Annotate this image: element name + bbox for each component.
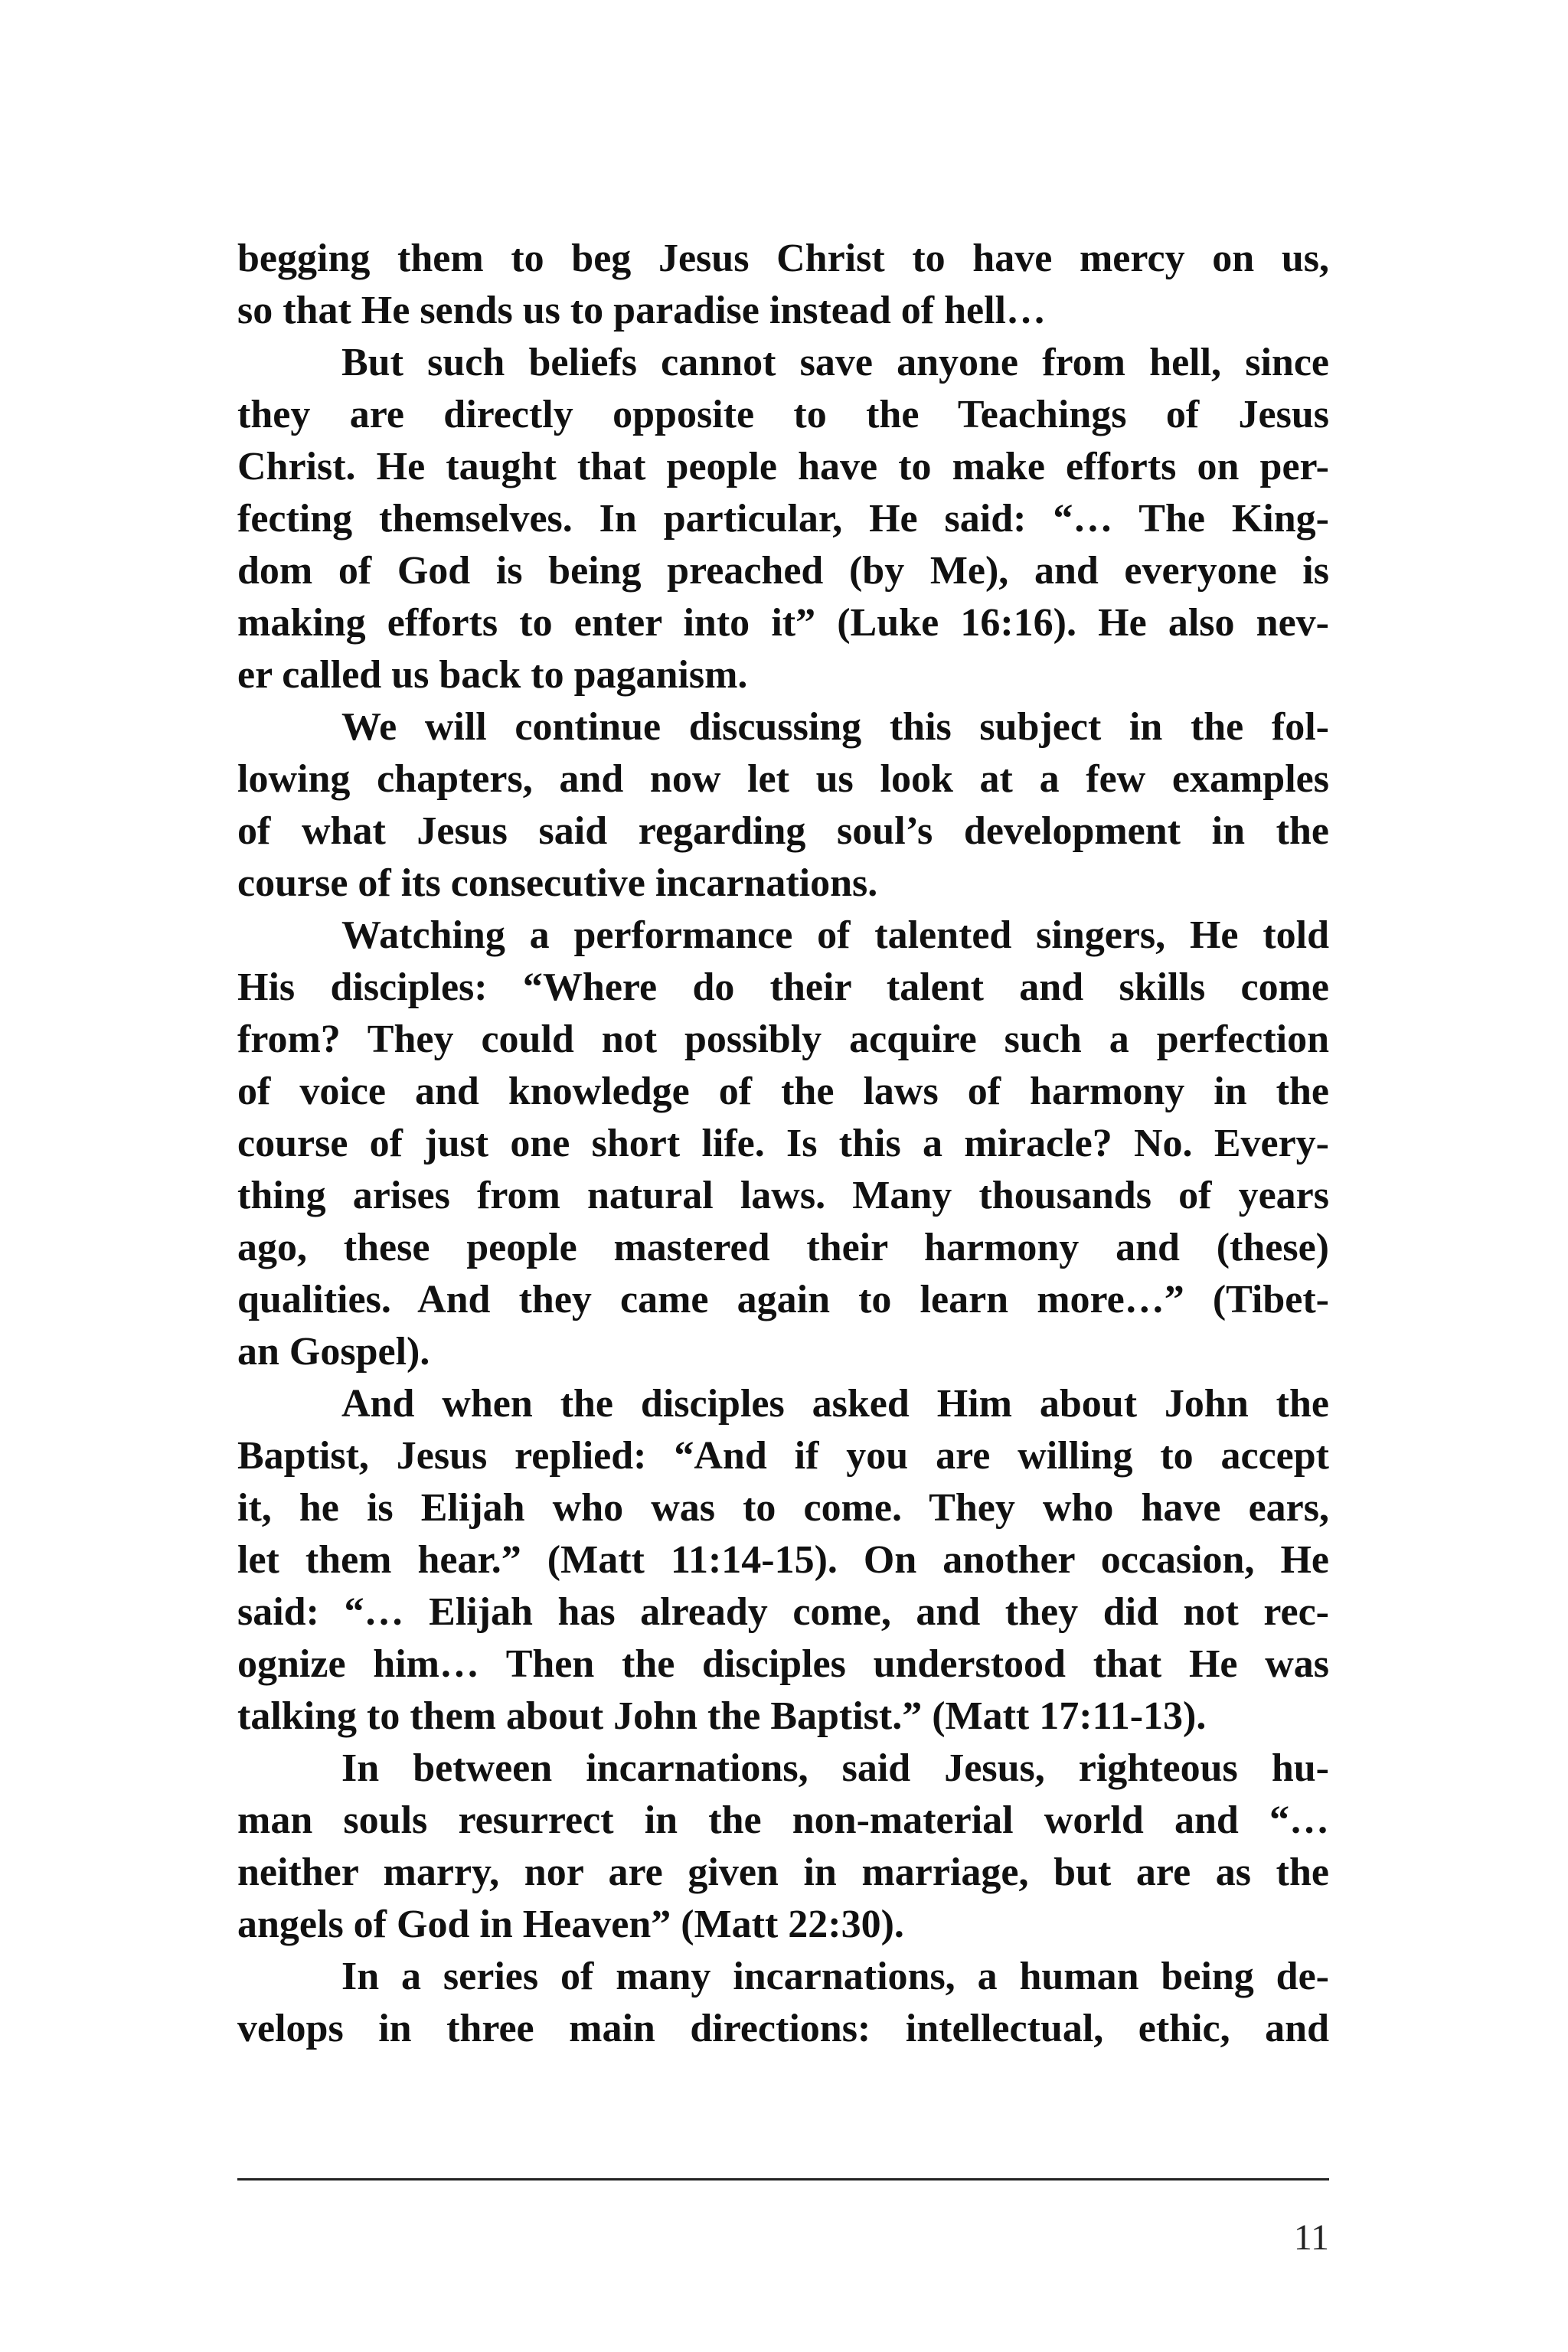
- text-line: We will continue discussing this subject in the fol-: [341, 705, 1329, 749]
- text-line: lowing chapters, and now let us look at a few examples: [237, 757, 1329, 801]
- text-line: ago, these people mastered their harmony and (these): [237, 1226, 1329, 1269]
- text-line: from? They could not possibly acquire such a perfection: [237, 1018, 1329, 1061]
- text-line: In between incarnations, said Jesus, righteous hu-: [341, 1746, 1329, 1790]
- text-line: qualities. And they came again to learn more…” (Tibet-: [237, 1278, 1329, 1321]
- text-line: fecting themselves. In particular, He said: “… The King-: [237, 497, 1329, 541]
- text-line: so that He sends us to paradise instead of hell…: [237, 289, 1046, 332]
- text-line: angels of God in Heaven” (Matt 22:30).: [237, 1903, 904, 1946]
- text-line: of what Jesus said regarding soul’s development in the: [237, 809, 1329, 853]
- footer-rule: [237, 2178, 1329, 2180]
- text-line: er called us back to paganism.: [237, 653, 748, 697]
- text-line: In a series of many incarnations, a human being de-: [341, 1955, 1329, 1998]
- text-line: they are directly opposite to the Teachings of Jesus: [237, 393, 1329, 436]
- text-line: said: “… Elijah has already come, and they did not rec-: [237, 1590, 1329, 1634]
- text-line: dom of God is being preached (by Me), and everyone is: [237, 549, 1329, 593]
- text-line: of voice and knowledge of the laws of harmony in the: [237, 1070, 1329, 1113]
- text-line: His disciples: “Where do their talent and skills come: [237, 965, 1329, 1009]
- text-line: making efforts to enter into it” (Luke 16:16). He also nev-: [237, 601, 1329, 645]
- text-line: neither marry, nor are given in marriage, but are as the: [237, 1851, 1329, 1894]
- text-line: Watching a performance of talented singers, He told: [341, 913, 1329, 957]
- text-line: it, he is Elijah who was to come. They who have ears,: [237, 1486, 1329, 1530]
- text-line: thing arises from natural laws. Many thousands of years: [237, 1174, 1329, 1217]
- text-line: talking to them about John the Baptist.” (Matt 17:11-13).: [237, 1694, 1207, 1738]
- text-line: man souls resurrect in the non-material world and “…: [237, 1798, 1329, 1842]
- text-line: velops in three main directions: intellectual, ethic, and: [237, 2007, 1329, 2050]
- text-line: an Gospel).: [237, 1330, 430, 1374]
- text-line: course of just one short life. Is this a miracle? No. Every-: [237, 1122, 1329, 1165]
- text-line: begging them to beg Jesus Christ to have mercy on us,: [237, 237, 1329, 280]
- text-line: course of its consecutive incarnations.: [237, 861, 878, 905]
- text-line: And when the disciples asked Him about John the: [341, 1382, 1329, 1426]
- text-line: But such beliefs cannot save anyone from hell, since: [341, 341, 1329, 384]
- page-number: 11: [1293, 2217, 1329, 2258]
- body-text: [237, 233, 1329, 2055]
- text-line: let them hear.” (Matt 11:14-15). On another occasion, He: [237, 1538, 1329, 1582]
- text-line: Baptist, Jesus replied: “And if you are willing to accept: [237, 1434, 1329, 1478]
- text-line: Christ. He taught that people have to make efforts on per-: [237, 445, 1329, 488]
- text-line: ognize him… Then the disciples understood that He was: [237, 1642, 1329, 1686]
